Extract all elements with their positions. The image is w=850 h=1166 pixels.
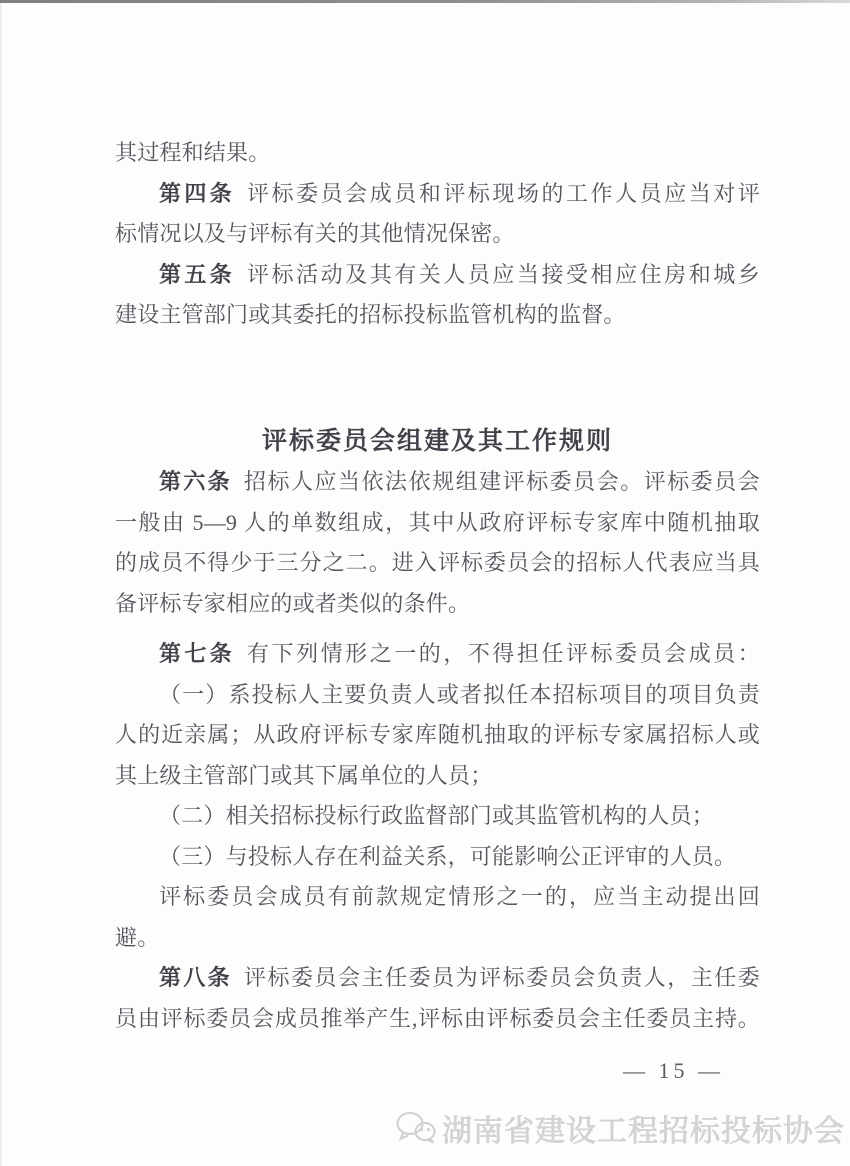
scan-edge-left xyxy=(0,3,2,1166)
text-line: 备评标专家相应的或者类似的条件。 xyxy=(115,590,471,616)
wechat-logo-icon xyxy=(395,1110,437,1146)
line-text: 评标委员会主任委员为评标委员会负责人，主任委 xyxy=(243,965,760,990)
article-number: 第七条 xyxy=(159,641,236,666)
line-text: 有下列情形之一的，不得担任评标委员会成员： xyxy=(247,641,760,666)
document-body xyxy=(115,133,760,1039)
text-line xyxy=(115,462,760,503)
text-line xyxy=(115,174,760,215)
line-text: 评标活动及其有关人员应当接受相应住房和城乡 xyxy=(247,261,760,287)
article-number: 第五条 xyxy=(159,261,236,287)
section-heading: 评标委员会组建及其工作规则 xyxy=(261,427,613,455)
text-line: 一般由 5—9 人的单数组成，其中从政府评标专家库中随机抽取 xyxy=(115,509,760,535)
text-line: 避。 xyxy=(115,924,160,950)
text-line: 其过程和结果。 xyxy=(115,140,271,165)
text-line: 人的近亲属；从政府评标专家库随机抽取的评标专家属招标人或 xyxy=(115,722,760,747)
article-number: 第六条 xyxy=(159,469,232,494)
text-line: （三）与投标人存在利益关系，可能影响公正评审的人员。 xyxy=(159,843,737,869)
text-line: 员由评标委员会成员推举产生,评标由评标委员会主任委员主持。 xyxy=(115,1005,760,1031)
watermark-text: 湖南省建设工程招标投标协会 xyxy=(442,1115,845,1148)
text-line: 建设主管部门或其委托的招标投标监管机构的监督。 xyxy=(115,302,626,327)
text-line: 评标委员会成员有前款规定情形之一的，应当主动提出回 xyxy=(159,884,760,909)
text-line: （一）系投标人主要负责人或者拟任本招标项目的项目负责 xyxy=(159,681,760,707)
text-line xyxy=(115,634,760,675)
line-text: 招标人应当依法依规组建评标委员会。评标委员会 xyxy=(243,469,760,494)
text-line xyxy=(115,255,760,296)
text-line xyxy=(115,958,760,999)
article-number: 第八条 xyxy=(159,965,232,990)
text-line: 标情况以及与评标有关的其他情况保密。 xyxy=(115,221,515,246)
text-line: （二）相关招标投标行政监督部门或其监管机构的人员； xyxy=(159,803,715,828)
text-line: 其上级主管部门或其下属单位的人员； xyxy=(115,762,493,788)
watermark xyxy=(395,1106,845,1150)
page-number: — 15 — xyxy=(623,1058,724,1083)
article-number: 第四条 xyxy=(159,180,236,206)
scan-edge-top xyxy=(0,0,850,3)
text-line: 的成员不得少于三分之二。进入评标委员会的招标人代表应当具 xyxy=(115,550,760,575)
line-text: 评标委员会成员和评标现场的工作人员应当对评 xyxy=(247,180,760,206)
